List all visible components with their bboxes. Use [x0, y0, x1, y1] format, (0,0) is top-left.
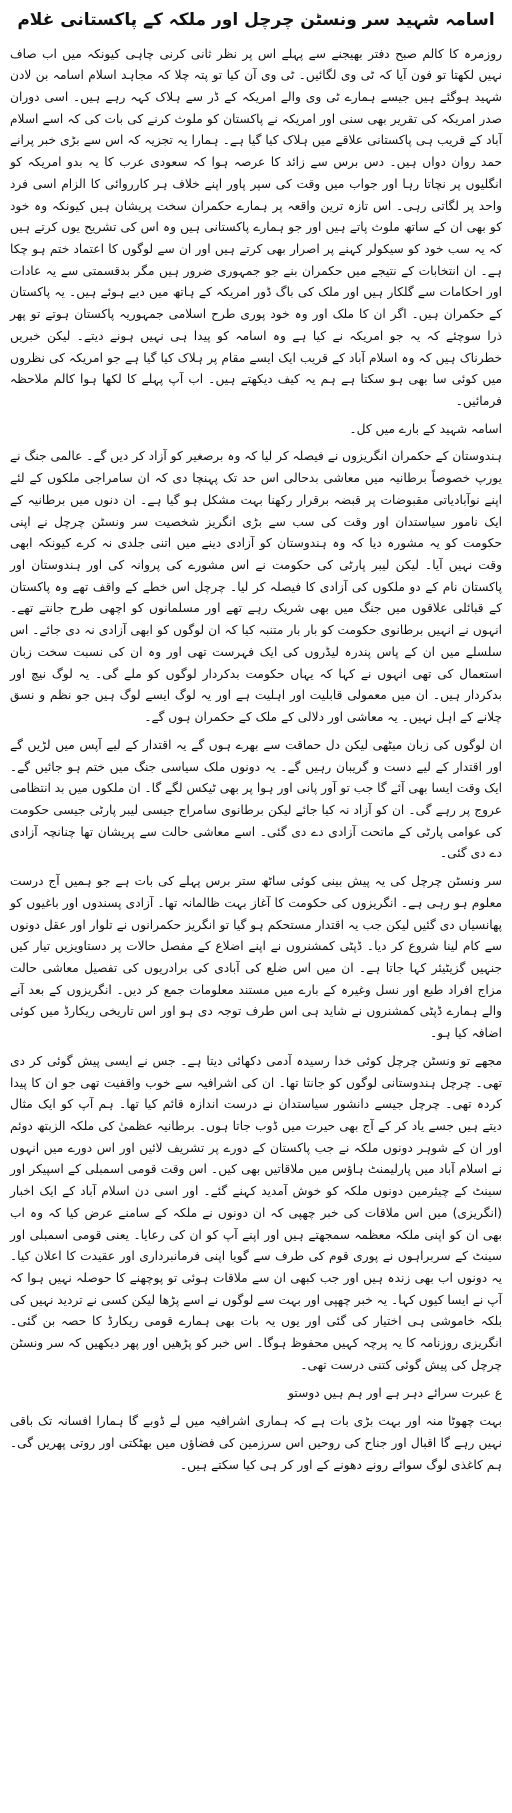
article-headline: اسامہ شہید سر ونسٹن چرچل اور ملکہ کے پاکستانی غلام: [17, 10, 495, 30]
article-paragraph: روزمرہ کا کالم صبح دفتر بھیجنے سے پہلے اس پر نظر ثانی کرنی چاہی کیونکہ میں اب صاف نہیں لکھتا تو فون آیا کہ ٹی وی لگائیں۔ ٹی وی آن کیا تو پتہ چلا کہ مجاہد اسلام اسامہ بن لادن شہید ہوگئے ہیں جیسے ہمارے ٹی وی والے امریکہ کے ڈر سے ہلاک کہہ رہے ہیں۔ اسی دوران صدر امریکہ کی تقریر بھی سنی اور امریکہ نے پاکستان کو ملوث کرنے کی بات کی کہ اسے اسلام آباد کے قریب ہی پاکستانی علاقے میں ہلاک کیا گیا ہے۔ ہمارا یہ تجزیہ کہ اس سے بڑی خبر پرانے حمد روان دواں ہیں۔ دس برس سے زائد کا عرصہ ہوا کہ سعودی عرب کا یہ بدو امریکہ کو انگلیوں پر نچاتا رہا اور جواب میں وقت کی سپر پاور اپنے خلاف ہر کارروائی کا الزام اسی فرد واحد پر لگاتی رہی۔ اس تازہ ترین واقعہ پر ہمارے حکمران سخت پریشان ہیں کیونکہ وہ خود کو بھی ان کے ساتھ ملوث پاتے ہیں اور جو ہمارے پاکستانی ہیں وہ اس کی تشریح یوں کرتے ہیں کہ یہ سب خود کو سیکولر کہنے پر اصرار بھی کرتے ہیں اور ان سے لوگوں کا اعتماد ختم ہو چکا ہے۔ ان انتخابات کے نتیجے میں حکمران بنے جو جمہوری ضرور ہیں مگر بدقسمتی سے یہ عادات اور احکامات سے گلکار ہیں اور ملک کی باگ ڈور امریکہ کے ہاتھ میں دیے ہوئے ہیں۔ یہ پاکستان کے حکمران ہیں۔ اگر ان کا ملک اور وہ خود پوری طرح اسلامی جمہوریہ پاکستان ہوتے تو پھر ذرا سوچئے کہ یہ جو امریکہ نے کیا ہے وہ اسامہ کو پیدا ہی نہیں ہونے دیتے۔ لیکن خبریں خطرناک ہیں کہ وہ اسلام آباد کے قریب ایک ایسے مقام پر ہلاک کیا گیا ہے جو امریکہ کی نظروں میں کوئی سا بھی ہو سکتا ہے ہم یہ کیف دیکھتے ہیں۔ اب آپ پہلے کا لکھا ہوا کالم ملاحظہ فرمائیں۔: [10, 46, 502, 408]
article-paragraph: مجھے تو ونسٹن چرچل کوئی خدا رسیدہ آدمی دکھائی دیتا ہے۔ جس نے ایسی پیش گوئی کر دی تھی۔ چرچل ہندوستانی لوگوں کو جانتا تھا۔ ان کی اشرافیہ سے خوب واقفیت تھی جو ان کا پیدا کردہ تھی۔ چرچل جیسے دانشور سیاستدان نے درست اندازہ قائم کیا تھا۔ ہم آپ کو ایک مثال دیتے ہیں جسے یاد کر کے آج بھی حیرت میں ڈوب جاتا ہوں۔ برطانیہ عظمیٰ کی ملکہ الزبتھ دوئم اور ان کے شوہر دونوں ملکہ نے جب پاکستان کے دورے پر تشریف لائیں اور اس دورے میں انہوں نے اسلام آباد میں پارلیمنٹ ہاؤس میں ملاقاتیں بھی کیں۔ اس وقت قومی اسمبلی کے اسپیکر اور سینٹ کے چیئرمین دونوں ملکہ کو خوش آمدید کہنے گئے۔ اور اسی دن اسلام آباد کے ایک اخبار (انگریزی) میں اس ملاقات کی خبر چھپی کہ ان دونوں نے ملکہ کے سامنے عرض کیا کہ وہ اب بھی ان کو اپنی ملکہ معظمہ سمجھتے ہیں اور اپنے آپ کو ان کی رعایا۔ یعنی قومی اسمبلی اور سینٹ کے سربراہوں نے پوری قوم کی طرف سے گویا اپنی فرمانبرداری اور عقیدت کا اعلان کیا۔ یہ دونوں اب بھی زندہ ہیں اور جب کبھی ان سے ملاقات ہوئی تو پوچھنے کا حوصلہ نہیں ہوا کہ آپ نے ایسا کیوں کہا۔ یہ خبر چھپی اور بہت سے لوگوں نے اسے پڑھا لیکن کسی نے تردید نہیں کی بلکہ خاموشی ہی اختیار کی گئی اور یوں یہ بات بھی ہمارے قومی ریکارڈ کا حصہ بن گئی۔ انگریزی روزنامہ کا یہ پرچہ کہیں محفوظ ہوگا۔ اس خبر کو پڑھیں اور پھر دیکھیں کہ سر ونسٹن چرچل کی پیش گوئی کتنی درست تھی۔: [10, 1053, 502, 1372]
verse-line: ع عبرت سرائے دہر ہے اور ہم ہیں دوستو: [288, 1385, 502, 1400]
article-paragraph: سر ونسٹن چرچل کی یہ پیش بینی کوئی ساٹھ ستر برس پہلے کی بات ہے جو ہمیں آج درست معلوم ہو رہی ہے۔ انگریزوں کی حکومت کا آغاز بہت ظالمانہ تھا۔ آزادی پسندوں اور باغیوں کو پھانسیاں دی گئیں لیکن جب یہ اقتدار مستحکم ہو گیا تو انگریز حکمرانوں نے تلوار اور عقل دونوں سے کام لینا شروع کر دیا۔ ڈپٹی کمشنروں نے اپنے اضلاع کے مفصل حالات پر دستاویزیں تیار کیں جنہیں گزیٹیئر کہا جاتا ہے۔ ان میں اس ضلع کی آبادی کی برادریوں کی تفصیل معاشی حالت مزاج افراد طبع اور نسل وغیرہ کے بارے میں مستند معلومات جمع کر دیں۔ انگریزوں کے بعد آنے والے ہمارے ڈپٹی کمشنروں نے شاید ہی اس طرف توجہ دی ہو اور اس تاریخی ریکارڈ میں کوئی اضافہ کیا ہو۔: [10, 874, 502, 1041]
closing-paragraph: بہت چھوٹا منہ اور بہت بڑی بات ہے کہ ہماری اشرافیہ میں لے ڈوبے گا ہمارا افسانہ تک باقی نہیں رہے گا اقبال اور جناح کی روحیں اس سرزمین کی فضاؤں میں بھٹکتی اور روتی پھریں گی۔ ہم کاغذی لوگ سوائے رونے دھونے کے اور کر ہی کیا سکتے ہیں۔: [10, 1414, 502, 1472]
article-paragraph: ان لوگوں کی زبان میٹھی لیکن دل حماقت سے بھرے ہوں گے یہ اقتدار کے لیے آپس میں لڑیں گے اور اقتدار کے لیے دست و گریبان رہیں گے۔ یہ دونوں ملک سیاسی جنگ میں ختم ہو جائیں گے۔ ایک وقت ایسا بھی آئے گا جب تو آور پانی اور ہوا پر بھی ٹیکس لگے گا۔ ان ملکوں میں بد انتظامی عروج پر رہے گی۔ ان کو آزاد نہ کیا جائے لیکن برطانوی سامراج جیسی لیبر پارٹی جیسی حکومت کی عوامی پارٹی کے ماتحت آزادی دے دی گئی۔ اسے معاشی حالت سے پریشان تھا چنانچہ آزادی دے دی گئی۔: [10, 737, 502, 861]
article-paragraph: ہندوستان کے حکمران انگریزوں نے فیصلہ کر لیا کہ وہ برصغیر کو آزاد کر دیں گے۔ عالمی جنگ نے یورپ خصوصاً برطانیہ میں معاشی بدحالی اس حد تک پہنچا دی کہ ان سامراجی ملکوں کے لئے اپنے نوآبادیاتی مقبوضات پر قبضہ برقرار رکھنا بہت مشکل ہو گیا ہے۔ ان دنوں میں برطانیہ کے ایک نامور سیاستدان اور وقت کی سب سے بڑی انگریز شخصیت سر ونسٹن چرچل نے اپنی حکومت کو یہ مشورہ دیا کہ وہ ہندوستان کو آزادی دینے میں اتنی جلدی نہ کرے کیونکہ ابھی وقت نہیں آیا۔ لیکن لیبر پارٹی کی حکومت نے اس مشورے کی پروانہ کی اور ہندوستان اور پاکستان نام کے دو ملکوں کی آزادی کا فیصلہ کر لیا۔ چرچل اس خطے کے واقف تھے وہ پاکستان کے قبائلی علاقوں میں جنگ میں بھی شریک رہے تھے اور مسلمانوں کو اچھی طرح جانتے تھے۔ انہوں نے انہیں برطانوی حکومت کو بار بار متنبہ کیا کہ ان لوگوں کو ابھی آزادی نہ دی جائے۔ اس سلسلے میں ان کے پاس پندرہ لیڈروں کی ایک فہرست تھی اور وہ ان کی نسبت سخت زبان استعمال کی تھی انہوں نے کہا کہ یہاں حکومت بدکردار لوگوں کو ملے گی۔ یہ لوگ نیچ اور بدکردار ہیں۔ ان میں معمولی قابلیت اور اہلیت ہے اور یہ لوگ ایسے لوگ ہیں جو نظم و نسق چلانے کے اہل نہیں۔ یہ معاشی اور دلالی کے ملک کے حکمران ہوں گے۔: [10, 449, 502, 725]
article-paragraph: اسامہ شہید کے بارے میں کل۔: [349, 421, 502, 436]
